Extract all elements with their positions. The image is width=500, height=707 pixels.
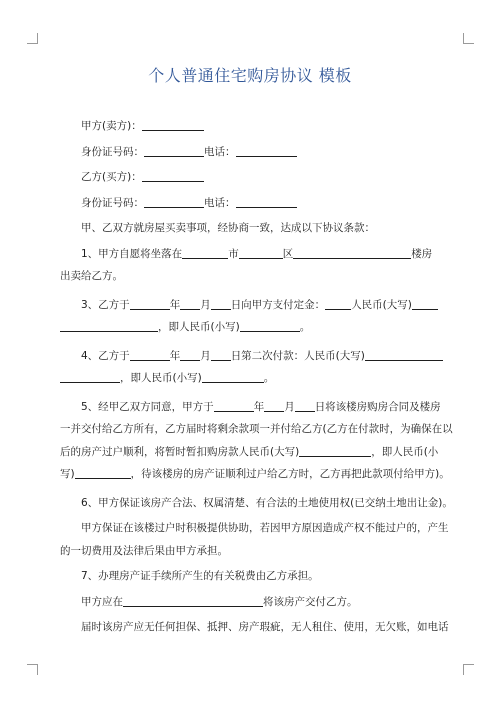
clause-5-text-4b: ，待该楼房的房产证顺利过户给乙方时，乙方再把此款项付给甲方)。 [130, 468, 450, 480]
clause-4-line-2 [60, 367, 444, 390]
clause-4-text-b: 年 [169, 349, 181, 362]
intro-line: 甲、乙双方就房屋买卖事项，经协商一致，达成以下协议条款： [81, 222, 375, 234]
clause-1-text-d: 楼房 [411, 247, 433, 260]
clause-3-text-c: 月 [200, 298, 211, 311]
clause-3-text-a: 3、乙方于 [81, 298, 130, 311]
buyer-phone-label: 电话： [204, 196, 236, 209]
seller-label: 甲方(卖方)： [81, 120, 142, 132]
seller-id-label: 身份证号码： [81, 145, 144, 158]
delivery-date-blank[interactable] [123, 594, 263, 607]
crop-mark-bottom-right [463, 664, 474, 675]
buyer-id-blank[interactable] [144, 195, 204, 208]
buyer-blank[interactable] [142, 169, 204, 182]
deposit-year-blank[interactable] [130, 297, 170, 310]
crop-mark-top-right [463, 33, 474, 44]
deposit-upper-blank[interactable] [412, 297, 438, 310]
clause-5-text-4a: 写) [60, 468, 75, 480]
clause-3-line-1 [60, 294, 444, 317]
second-pay-upper-blank[interactable] [365, 348, 443, 361]
deposit-month-blank[interactable] [180, 297, 200, 310]
deposit-lower-blank[interactable] [240, 319, 300, 332]
crop-mark-bottom-left [27, 664, 38, 675]
clause-1-text-b: 市 [228, 247, 239, 260]
clause-5-text-c: 月 [284, 400, 295, 413]
clause-3-line-2 [60, 316, 444, 339]
clause-4-text-f: 。 [263, 372, 275, 384]
clause-1-text-a: 1、甲方自愿将坐落在 [81, 247, 183, 260]
seller-blank[interactable] [142, 118, 204, 131]
handover-month-blank[interactable] [264, 399, 284, 412]
seller-id-blank[interactable] [144, 144, 204, 157]
clause-4-text-a: 4、乙方于 [81, 349, 130, 362]
clause-1-line-1 [60, 243, 444, 266]
second-pay-month-blank[interactable] [180, 348, 200, 361]
buyer-label: 乙方(买方)： [81, 171, 142, 183]
clause-4-text-c: 月 [200, 349, 211, 362]
clause-6-line-3: 的一切费用及法律后果由甲方承担。 [60, 544, 228, 557]
clause-5-text-3b: ，即人民币(小 [371, 445, 439, 458]
seller-line [60, 115, 444, 138]
seller-phone-blank[interactable] [236, 144, 297, 157]
document-body [60, 115, 453, 639]
second-pay-year-blank[interactable] [130, 348, 170, 361]
second-pay-day-blank[interactable] [211, 348, 231, 361]
clause-3-text-d: 日向甲方支付定金： [230, 298, 326, 311]
clause-5-text-a: 5、经甲乙双方同意，甲方于 [81, 400, 214, 413]
clause-5-text-b: 年 [253, 400, 265, 413]
clause-5-line-1 [60, 396, 444, 419]
clause-5-line-4 [60, 463, 450, 486]
clause-3-text-e: 人民币(大写) [351, 298, 412, 311]
second-pay-lower-blank[interactable] [202, 370, 264, 383]
clause-5-text-d: 日将该楼房购房合同及楼房 [314, 400, 441, 413]
deposit-day-blank[interactable] [211, 297, 231, 310]
handover-year-blank[interactable] [214, 399, 254, 412]
clause-6-line-2: 甲方保证在该楼过户时积极提供协助，若因甲方原因造成产权不能过户的，产生 [81, 522, 449, 534]
city-blank[interactable] [182, 246, 228, 259]
deposit-upper-blank-2[interactable] [60, 319, 158, 332]
clause-3-text-g: 。 [299, 321, 311, 333]
clause-5-line-2: 一并交付给乙方所有，乙方届时将剩余款项一并付给乙方(乙方在付款时，为确保在以 [60, 423, 453, 435]
clause-3-text-f: ，即人民币(小写) [158, 321, 240, 333]
clause-7-line-2 [60, 591, 444, 614]
seller-id-line [60, 141, 444, 164]
clause-6-line-1: 6、甲方保证该房产合法、权属清楚、有合法的土地使用权(已交纳土地出让金)。 [81, 496, 453, 509]
clause-5-line-3 [60, 441, 444, 464]
clause-1-text-c: 区 [282, 247, 294, 260]
clause-4-text-d: 日第二次付款：人民币(大写) [230, 349, 365, 362]
second-pay-upper-blank-2[interactable] [60, 370, 120, 383]
clause-7-text-2a: 甲方应在 [81, 595, 123, 608]
crop-mark-top-left [27, 33, 38, 44]
clause-1-line-2: 出卖给乙方。 [60, 270, 123, 282]
clause-7-line-3: 届时该房产应无任何担保、抵押、房产瑕疵，无人租住、使用，无欠账，如电话 [81, 621, 449, 633]
clause-4-line-1 [60, 345, 444, 368]
buyer-phone-blank[interactable] [236, 195, 297, 208]
clause-3-text-b: 年 [169, 298, 181, 311]
retention-lower-blank[interactable] [75, 466, 131, 479]
clause-7-text-2b: 将该房产交付乙方。 [263, 595, 358, 608]
buyer-id-label: 身份证号码： [81, 196, 144, 209]
buyer-line [60, 166, 444, 189]
deposit-amount-blank[interactable] [325, 297, 351, 310]
clause-4-text-e: ，即人民币(小写) [120, 372, 202, 384]
address-blank[interactable] [293, 246, 411, 259]
retention-upper-blank[interactable] [299, 444, 371, 457]
document-title: 个人普通住宅购房协议 模板 [148, 66, 352, 85]
district-blank[interactable] [239, 246, 283, 259]
clause-7-line-1: 7、办理房产证手续所产生的有关税费由乙方承担。 [81, 570, 319, 582]
buyer-id-line [60, 192, 444, 215]
handover-day-blank[interactable] [295, 399, 315, 412]
clause-5-text-3a: 后的房产过户顺利，将暂时暂扣购房款人民币(大写) [60, 445, 300, 458]
seller-phone-label: 电话： [204, 145, 236, 158]
